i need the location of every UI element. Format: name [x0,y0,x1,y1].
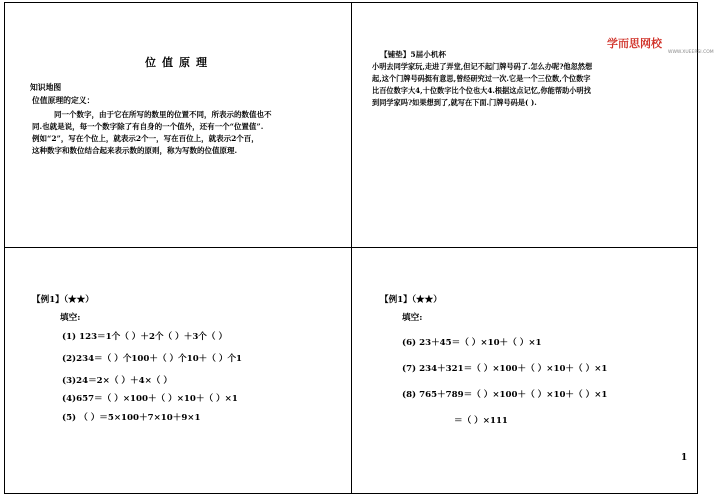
exercise-item: (2)234＝（ ）个100＋（ ）个10＋（ ）个1 [62,354,243,364]
brand-logo: 学而思网校 [607,37,662,50]
page-title: 位值原理 [145,56,213,69]
exercise-item-continuation: ＝（ ）×111 [454,416,508,426]
definition-line: 同.也就是说，每一个数字除了有自身的一个值外，还有一个“位置值”. [32,122,264,131]
exercise-item: (7) 234＋321＝（ ）×100＋（ ）×10＋（ ）×1 [402,364,608,374]
definition-label: 位值原理的定义： [32,96,95,105]
exercise-item: (3)24＝2×（ ）＋4×（ ） [62,376,172,386]
warmup-line: 比百位数字大4,十位数字比个位也大4.根据这点记忆,你能帮助小明找 [372,86,591,95]
brand-logo-subtext: WWW.XUEERSI.COM [668,50,714,55]
warmup-header: 【铺垫】5届小机杯 [380,50,447,59]
section-label: 知识地图 [30,83,62,92]
exercise-item: (4)657＝（ ）×100＋（ ）×10＋（ ）×1 [62,394,238,404]
definition-line: 例如“2”，写在个位上，就表示2个一，写在百位上，就表示2个百， [32,134,259,143]
warmup-line: 到同学家吗?如果想到了,就写在下面.门牌号码是( ). [372,98,537,107]
panel-warmup [352,2,714,247]
exercise-item: (1) 123＝1个（ ）＋2个（ ）＋3个（ ） [62,332,228,342]
exercise-item: (6) 23＋45＝（ ）×10＋（ ）×1 [402,338,542,348]
exercise-item: (5) （ ）＝5×100＋7×10＋9×1 [62,413,201,423]
panel-example-1a [4,248,351,493]
warmup-line: 小明去同学家玩,走进了弄堂,但记不起门牌号码了.怎么办呢?他忽然想 [372,62,593,71]
outer-border-right [697,2,698,494]
panel-example-1b [352,248,697,493]
definition-line: 这种数字和数位结合起来表示数的原则，称为写数的位值原理. [32,146,238,155]
example-header: 【例1】（★★） [32,295,94,305]
exercise-item: (8) 765＋789＝（ ）×100＋（ ）×10＋（ ）×1 [402,390,608,400]
definition-line: 同一个数字，由于它在所写的数里的位置不同，所表示的数值也不 [54,110,272,119]
panel-knowledge-map [4,2,351,247]
page-number: 1 [681,453,688,463]
fill-in-label: 填空: [402,313,423,323]
example-header: 【例1】（★★） [380,295,442,305]
fill-in-label: 填空: [60,313,81,323]
warmup-line: 起,这个门牌号码挺有意思,曾经研究过一次.它是一个三位数,个位数字 [372,74,591,83]
